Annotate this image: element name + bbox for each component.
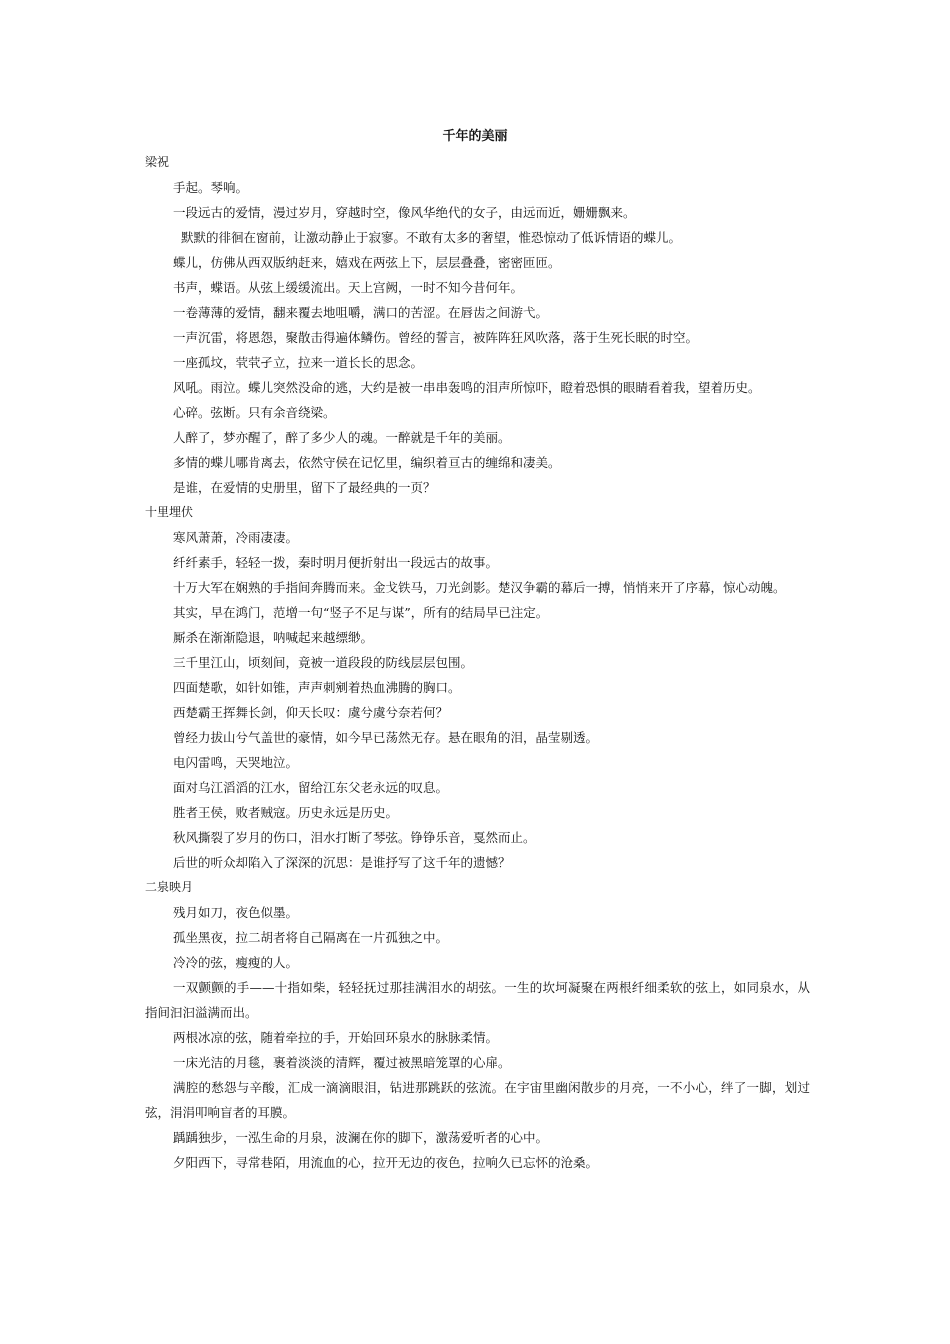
paragraph: 踽踽独步，一泓生命的月泉，波澜在你的脚下，激荡爱听者的心中。 <box>173 1130 549 1145</box>
paragraph: 一声沉雷，将恩怨，聚散击得遍体鳞伤。曾经的誓言，被阵阵狂风吹落，落于生死长眠的时空。 <box>173 330 699 345</box>
paragraph: 一双颤颤的手——十指如柴，轻轻抚过那挂满泪水的胡弦。一生的坎坷凝聚在两根纤细柔软的弦上，如同泉水，从指间汩汩溢满而出。 <box>145 980 810 1020</box>
paragraph: 纤纤素手，轻轻一拨，秦时明月便折射出一段远古的故事。 <box>173 555 499 570</box>
paragraph: 面对乌江滔滔的江水，留给江东父老永远的叹息。 <box>173 780 449 795</box>
paragraph: 西楚霸王挥舞长剑，仰天长叹：虞兮虞兮奈若何？ <box>173 705 449 720</box>
paragraph: 风吼。雨泣。蝶儿突然没命的逃，大约是被一串串轰鸣的泪声所惊吓，瞪着恐惧的眼睛看着我，望着历史。 <box>173 380 761 395</box>
document-title: 千年的美丽 <box>442 129 508 144</box>
paragraph: 其实，早在鸿门，范增一句“竖子不足与谋”，所有的结局早已注定。 <box>173 605 549 620</box>
paragraph: 两根冰凉的弦，随着牵拉的手，开始回环泉水的脉脉柔情。 <box>173 1030 499 1045</box>
paragraph: 电闪雷鸣，天哭地泣。 <box>173 755 299 770</box>
paragraph: 三千里江山，顷刻间，竟被一道段段的防线层层包围。 <box>173 655 474 670</box>
paragraph: 一座孤坟，茕茕孑立，拉来一道长长的思念。 <box>173 355 424 370</box>
paragraph: 多情的蝶儿哪肯离去，依然守侯在记忆里，编织着亘古的缠绵和凄美。 <box>173 455 561 470</box>
paragraph: 夕阳西下，寻常巷陌，用流血的心，拉开无边的夜色，拉响久已忘怀的沧桑。 <box>173 1155 599 1170</box>
paragraph: 孤坐黑夜，拉二胡者将自己隔离在一片孤独之中。 <box>173 930 449 945</box>
paragraph: 满腔的愁怨与辛酸，汇成一滴滴眼泪，钻进那跳跃的弦流。在宇宙里幽闲散步的月亮，一不小心，绊了一脚，划过弦，涓涓叩响盲者的耳膜。 <box>145 1080 810 1120</box>
paragraph: 一段远古的爱情，漫过岁月，穿越时空，像风华绝代的女子，由远而近，姗姗飘来。 <box>173 205 636 220</box>
paragraph: 一卷薄薄的爱情，翻来覆去地咀嚼，满口的苦涩。在唇齿之间游弋。 <box>173 305 549 320</box>
paragraph: 曾经力拔山兮气盖世的豪情，如今早已荡然无存。悬在眼角的泪，晶莹剔透。 <box>173 730 599 745</box>
paragraph: 十万大军在娴熟的手指间奔腾而来。金戈铁马，刀光剑影。楚汉争霸的幕后一搏，悄悄来开了序幕，惊心动魄。 <box>173 580 786 595</box>
paragraph: 人醉了，梦亦醒了，醉了多少人的魂。一醉就是千年的美丽。 <box>173 430 511 445</box>
paragraph: 一床光洁的月毯，裹着淡淡的清辉，覆过被黑暗笼罩的心扉。 <box>173 1055 511 1070</box>
paragraph: 默默的徘徊在窗前，让激动静止于寂寥。不敢有太多的奢望，惟恐惊动了低诉情语的蝶儿。 <box>181 230 682 245</box>
paragraph: 是谁，在爱情的史册里，留下了最经典的一页？ <box>173 480 436 495</box>
section-heading-liangzhu: 梁祝 <box>145 155 170 169</box>
paragraph: 寒风萧萧，冷雨凄凄。 <box>173 530 299 545</box>
paragraph: 厮杀在渐渐隐退，呐喊起来越缥缈。 <box>173 630 374 645</box>
paragraph: 书声，蝶语。从弦上缓缓流出。天上宫阙，一时不知今昔何年。 <box>173 280 524 295</box>
paragraph: 四面楚歌，如针如锥，声声刺剜着热血沸腾的胸口。 <box>173 680 461 695</box>
paragraph: 残月如刀，夜色似墨。 <box>173 905 299 920</box>
paragraph: 后世的听众却陷入了深深的沉思：是谁抒写了这千年的遗憾？ <box>173 855 511 870</box>
paragraph: 蝶儿，仿佛从西双版纳赶来，嬉戏在两弦上下，层层叠叠，密密匝匝。 <box>173 255 561 270</box>
paragraph: 手起。琴响。 <box>173 180 249 195</box>
section-heading-erquanyingyue: 二泉映月 <box>145 880 194 894</box>
paragraph: 胜者王侯，败者贼寇。历史永远是历史。 <box>173 805 399 820</box>
document-body <box>145 150 810 1175</box>
paragraph: 秋风撕裂了岁月的伤口，泪水打断了琴弦。铮铮乐音，戛然而止。 <box>173 830 536 845</box>
section-heading-shimianmaifu: 十里埋伏 <box>145 505 194 519</box>
paragraph: 冷冷的弦，瘦瘦的人。 <box>173 955 299 970</box>
paragraph: 心碎。弦断。只有余音绕梁。 <box>173 405 336 420</box>
